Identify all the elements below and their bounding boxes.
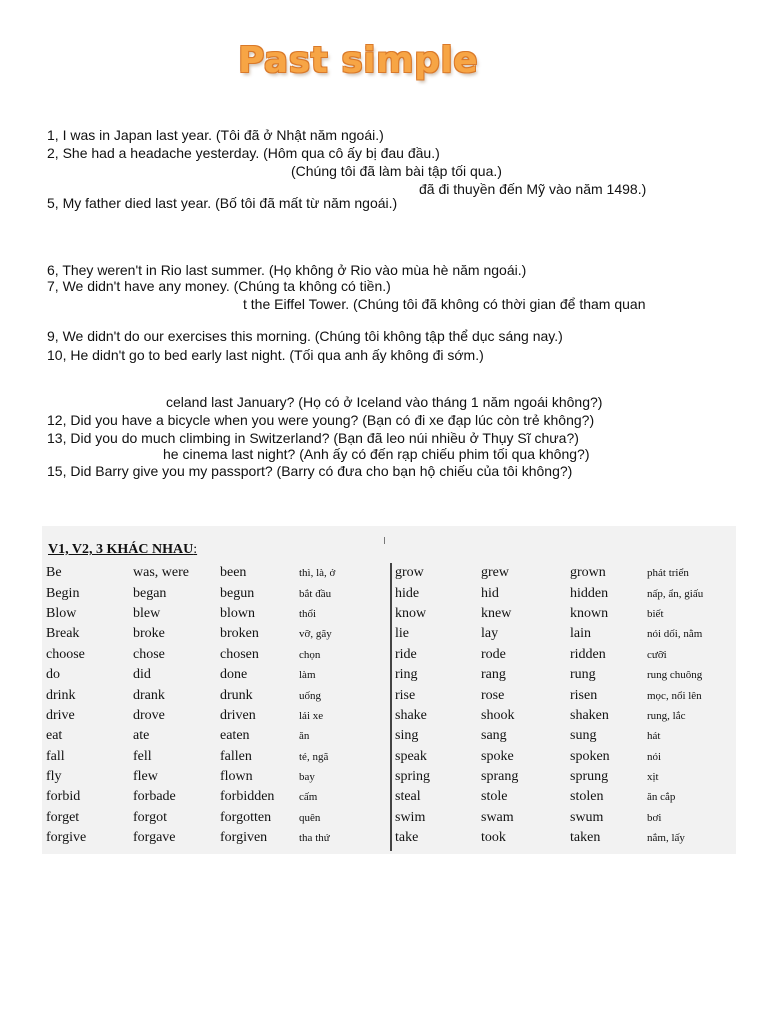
verb-past-cell: stole (481, 789, 508, 805)
verb-meaning-cell: xịt (647, 771, 659, 784)
verb-past-cell: flew (133, 769, 158, 785)
verb-participle-cell: stolen (570, 789, 604, 805)
verb-base-cell: Begin (46, 585, 80, 601)
verb-row (46, 624, 335, 644)
verb-participle-cell: flown (220, 769, 253, 785)
verb-past-cell: fell (133, 748, 152, 764)
verb-row (395, 787, 703, 807)
sentence-1: 1, I was in Japan last year. (Tôi đã ở Nhật năm ngoái.) (47, 127, 384, 143)
verb-past-cell: forbade (133, 789, 176, 805)
verb-meaning-cell: biết (647, 607, 664, 620)
verb-participle-cell: lain (570, 626, 591, 642)
verb-row (395, 706, 703, 726)
verb-past-cell: shook (481, 707, 515, 723)
verb-meaning-cell: té, ngã (299, 750, 329, 763)
verb-past-cell: took (481, 830, 506, 846)
verb-past-cell: did (133, 667, 151, 683)
verb-row (395, 624, 703, 644)
verb-row (46, 706, 335, 726)
verb-meaning-cell: rung, lắc (647, 709, 686, 722)
verb-participle-cell: blown (220, 605, 255, 621)
verb-row (46, 747, 335, 767)
verb-meaning-cell: thổi (299, 607, 317, 620)
verb-row (46, 767, 335, 787)
verb-row (395, 645, 703, 665)
verb-participle-cell: sung (570, 728, 597, 744)
verb-meaning-cell: chọn (299, 648, 321, 661)
verb-meaning-cell: làm (299, 669, 316, 682)
verb-table-left (46, 563, 335, 848)
verb-past-cell: forgave (133, 830, 176, 846)
verb-row (46, 645, 335, 665)
verb-row (395, 563, 703, 583)
verb-past-cell: sprang (481, 769, 519, 785)
vocab-heading (48, 542, 197, 558)
verb-base-cell: forget (46, 809, 80, 825)
verb-past-cell: lay (481, 626, 499, 642)
verb-participle-cell: ridden (570, 646, 606, 662)
verb-participle-cell: sprung (570, 769, 609, 785)
column-divider (390, 563, 392, 851)
verb-participle-cell: taken (570, 830, 601, 846)
sentence-6: 6, They weren't in Rio last summer. (Họ không ở Rio vào mùa hè năm ngoái.) (47, 262, 527, 278)
verb-participle-cell: shaken (570, 707, 609, 723)
verb-row (395, 747, 703, 767)
verb-base-cell: choose (46, 646, 85, 662)
verb-meaning-cell: bơi (647, 811, 662, 824)
verb-base-cell: eat (46, 728, 63, 744)
sentence-12: 12, Did you have a bicycle when you were young? (Bạn có đi xe đạp lúc còn trẻ không?) (47, 412, 595, 428)
verb-base-cell: steal (395, 789, 421, 805)
verb-past-cell: began (133, 585, 167, 601)
verb-past-cell: rang (481, 667, 506, 683)
verb-past-cell: broke (133, 626, 165, 642)
verb-meaning-cell: phát triển (647, 567, 689, 580)
verb-base-cell: fly (46, 769, 62, 785)
verb-row (46, 563, 335, 583)
sentence-13: 13, Did you do much climbing in Switzerland? (Bạn đã leo núi nhiều ở Thụy Sĩ chưa?) (47, 430, 579, 446)
verb-past-cell: knew (481, 605, 512, 621)
verb-participle-cell: done (220, 667, 248, 683)
verb-row (46, 685, 335, 705)
verb-row (395, 685, 703, 705)
verb-row (395, 665, 703, 685)
verb-row (395, 808, 703, 828)
verb-participle-cell: risen (570, 687, 598, 703)
verb-base-cell: spring (395, 769, 430, 785)
verb-meaning-cell: lái xe (299, 709, 324, 722)
verb-participle-cell: known (570, 605, 609, 621)
verb-past-cell: rode (481, 646, 506, 662)
verb-row (395, 604, 703, 624)
verb-base-cell: speak (395, 748, 427, 764)
sentence-10: 10, He didn't go to bed early last night. (Tối qua anh ấy không đi sớm.) (47, 347, 484, 363)
verb-meaning-cell: cấm (299, 791, 318, 804)
verb-base-cell: take (395, 830, 419, 846)
sentence-5: 5, My father died last year. (Bố tôi đã mất từ năm ngoái.) (47, 195, 398, 211)
verb-base-cell: forgive (46, 830, 87, 846)
irregular-verbs-section (42, 526, 736, 854)
verb-row (46, 726, 335, 746)
verb-base-cell: sing (395, 728, 419, 744)
verb-row (46, 583, 335, 603)
verb-row (46, 604, 335, 624)
verb-base-cell: Break (46, 626, 80, 642)
verb-table-right (395, 563, 703, 848)
verb-base-cell: shake (395, 707, 427, 723)
verb-past-cell: drove (133, 707, 165, 723)
verb-base-cell: rise (395, 687, 416, 703)
verb-meaning-cell: nắm, lấy (647, 832, 685, 845)
sentence-4: đã đi thuyền đến Mỹ vào năm 1498.) (419, 181, 647, 197)
verb-row (395, 726, 703, 746)
verb-participle-cell: forgotten (220, 809, 272, 825)
verb-row (395, 828, 703, 848)
verb-participle-cell: been (220, 565, 247, 581)
verb-participle-cell: chosen (220, 646, 259, 662)
verb-row (46, 828, 335, 848)
verb-participle-cell: drunk (220, 687, 253, 703)
verb-base-cell: Blow (46, 605, 77, 621)
verb-past-cell: blew (133, 605, 161, 621)
verb-meaning-cell: thì, là, ở (299, 567, 336, 580)
verb-base-cell: forbid (46, 789, 81, 805)
verb-base-cell: drink (46, 687, 76, 703)
verb-past-cell: swam (481, 809, 514, 825)
verb-participle-cell: fallen (220, 748, 252, 764)
sentence-9: 9, We didn't do our exercises this morning. (Chúng tôi không tập thể dục sáng nay.) (47, 328, 563, 344)
sentence-2: 2, She had a headache yesterday. (Hôm qua cô ấy bị đau đầu.) (47, 145, 440, 161)
verb-past-cell: ate (133, 728, 150, 744)
verb-row (395, 583, 703, 603)
verb-meaning-cell: vỡ, gãy (299, 628, 332, 641)
sentence-14: he cinema last night? (Anh ấy có đến rạp chiếu phim tối qua không?) (163, 446, 590, 462)
verb-base-cell: lie (395, 626, 409, 642)
verb-base-cell: ring (395, 667, 418, 683)
sentence-11: celand last January? (Họ có ở Iceland vào tháng 1 năm ngoái không?) (166, 394, 603, 410)
verb-base-cell: ride (395, 646, 417, 662)
verb-past-cell: spoke (481, 748, 514, 764)
page-title: Past simple (238, 40, 479, 81)
verb-base-cell: drive (46, 707, 75, 723)
verb-row (395, 767, 703, 787)
vocab-heading-text: V1, V2, 3 KHÁC NHAU (48, 542, 194, 557)
verb-participle-cell: broken (220, 626, 259, 642)
verb-meaning-cell: bắt đầu (299, 587, 332, 600)
verb-past-cell: was, were (133, 565, 189, 581)
verb-participle-cell: eaten (220, 728, 250, 744)
verb-meaning-cell: ăn (299, 730, 310, 743)
verb-meaning-cell: uống (299, 689, 321, 702)
verb-meaning-cell: nấp, ẩn, giấu (647, 587, 704, 600)
sentence-7: 7, We didn't have any money. (Chúng ta không có tiền.) (47, 278, 391, 294)
verb-participle-cell: driven (220, 707, 256, 723)
verb-participle-cell: hidden (570, 585, 609, 601)
verb-row (46, 787, 335, 807)
verb-meaning-cell: rung chuông (647, 669, 703, 682)
verb-participle-cell: swum (570, 809, 604, 825)
verb-participle-cell: grown (570, 565, 606, 581)
verb-participle-cell: forbidden (220, 789, 275, 805)
verb-meaning-cell: tha thứ (299, 832, 330, 845)
verb-participle-cell: rung (570, 667, 596, 683)
vocab-heading-colon: : (193, 542, 198, 557)
verb-meaning-cell: quên (299, 811, 321, 824)
tick-mark (384, 537, 385, 544)
verb-base-cell: do (46, 667, 60, 683)
verb-base-cell: fall (46, 748, 65, 764)
verb-base-cell: hide (395, 585, 420, 601)
verb-participle-cell: forgiven (220, 830, 268, 846)
verb-meaning-cell: nói (647, 750, 662, 763)
verb-participle-cell: begun (220, 585, 255, 601)
verb-meaning-cell: bay (299, 771, 315, 784)
verb-participle-cell: spoken (570, 748, 610, 764)
verb-past-cell: rose (481, 687, 505, 703)
verb-base-cell: Be (46, 565, 62, 581)
verb-past-cell: chose (133, 646, 165, 662)
verb-past-cell: sang (481, 728, 507, 744)
verb-meaning-cell: cưỡi (647, 648, 667, 661)
verb-base-cell: grow (395, 565, 424, 581)
sentence-15: 15, Did Barry give you my passport? (Barry có đưa cho bạn hộ chiếu của tôi không?) (47, 463, 573, 479)
verb-meaning-cell: ăn cắp (647, 791, 676, 804)
verb-past-cell: hid (481, 585, 499, 601)
sentence-3: (Chúng tôi đã làm bài tập tối qua.) (291, 163, 502, 179)
verb-row (46, 808, 335, 828)
sentence-8: t the Eiffel Tower. (Chúng tôi đã không có thời gian để tham quan (243, 296, 646, 312)
verb-meaning-cell: hát (647, 730, 661, 743)
verb-past-cell: forgot (133, 809, 167, 825)
verb-meaning-cell: mọc, nổi lên (647, 689, 702, 702)
verb-row (46, 665, 335, 685)
verb-base-cell: swim (395, 809, 426, 825)
verb-past-cell: drank (133, 687, 165, 703)
verb-base-cell: know (395, 605, 427, 621)
verb-meaning-cell: nói dối, nằm (647, 628, 703, 641)
verb-past-cell: grew (481, 565, 509, 581)
